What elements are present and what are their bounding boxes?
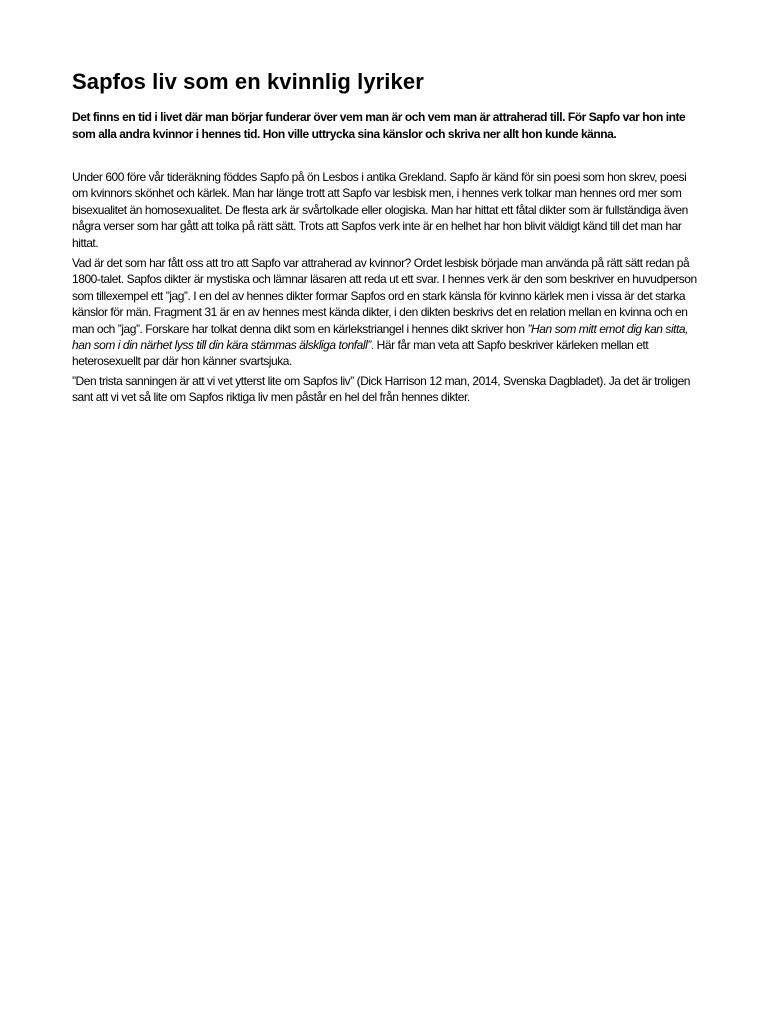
lead-paragraph: Det finns en tid i livet där man börjar funderar över vem man är och vem man är attraherad till. För Sapfo var hon inte som alla andra kvinnor i hennes tid. Hon ville uttrycka sina känslor och skriva ner allt hon kunde känna. bbox=[72, 110, 686, 141]
document-title: Sapfos liv som en kvinnlig lyriker bbox=[72, 69, 424, 94]
paragraph-2-ending: . Här får man veta att Sapfo beskriver kärleken mellan ett heterosexuellt par där hon känner svartsjuka. bbox=[72, 338, 649, 369]
body-paragraph-2 bbox=[72, 255, 700, 370]
body-paragraph-1: Under 600 före vår tideräkning föddes Sapfo på ön Lesbos i antika Grekland. Sapfo är känd för sin poesi som hon skrev, poesi om kvinnors skönhet och kärlek. Man har länge trott att Sapfo var lesbisk men, i hennes verk tolkar man hennes ord mer som bisexualitet än homosexualitet. De flesta ark är svårtolkade eller ologiska. Man har hittat ett fåtal dikter som är fullständiga även några verser som har gått att tolka på rätt sätt. Trots att Sapfos verk inte är en helhet har hon blivit väldigt känd till det man har hittat. bbox=[72, 170, 688, 250]
paragraph-2-text: Vad är det som har fått oss att tro att Sapfo var attraherad av kvinnor? Ordet lesbisk började man använda på rätt sätt redan på 1800-talet. Sapfos dikter är mystiska och lämnar läsaren att reda ut ett svar. I hennes verk är den som beskriver en huvudperson som tillexempel ett ”jag”. I en del av hennes dikter formar Sapfos ord en stark känsla för kvinno kärlek men i vissa är det starka känslor för män. Fragment 31 är en av hennes mest kända dikter, i den dikten beskrivs det en relation mellan en kvinna och en man och ”jag”. Forskare har tolkat denna dikt som en kärlekstriangel i hennes dikt skriver hon bbox=[72, 256, 697, 336]
poem-quote: ”Han som mitt emot dig kan sitta, han som i din närhet lyss till din kära stämmas älskliga tonfall” bbox=[72, 321, 689, 353]
body-paragraph-3: ”Den trista sanningen är att vi vet ytterst lite om Sapfos liv” (Dick Harrison 12 man, 2014, Svenska Dagbladet). Ja det är troligen sant att vi vet så lite om Sapfos riktiga liv men påstår en hel del från hennes dikter. bbox=[72, 374, 691, 405]
